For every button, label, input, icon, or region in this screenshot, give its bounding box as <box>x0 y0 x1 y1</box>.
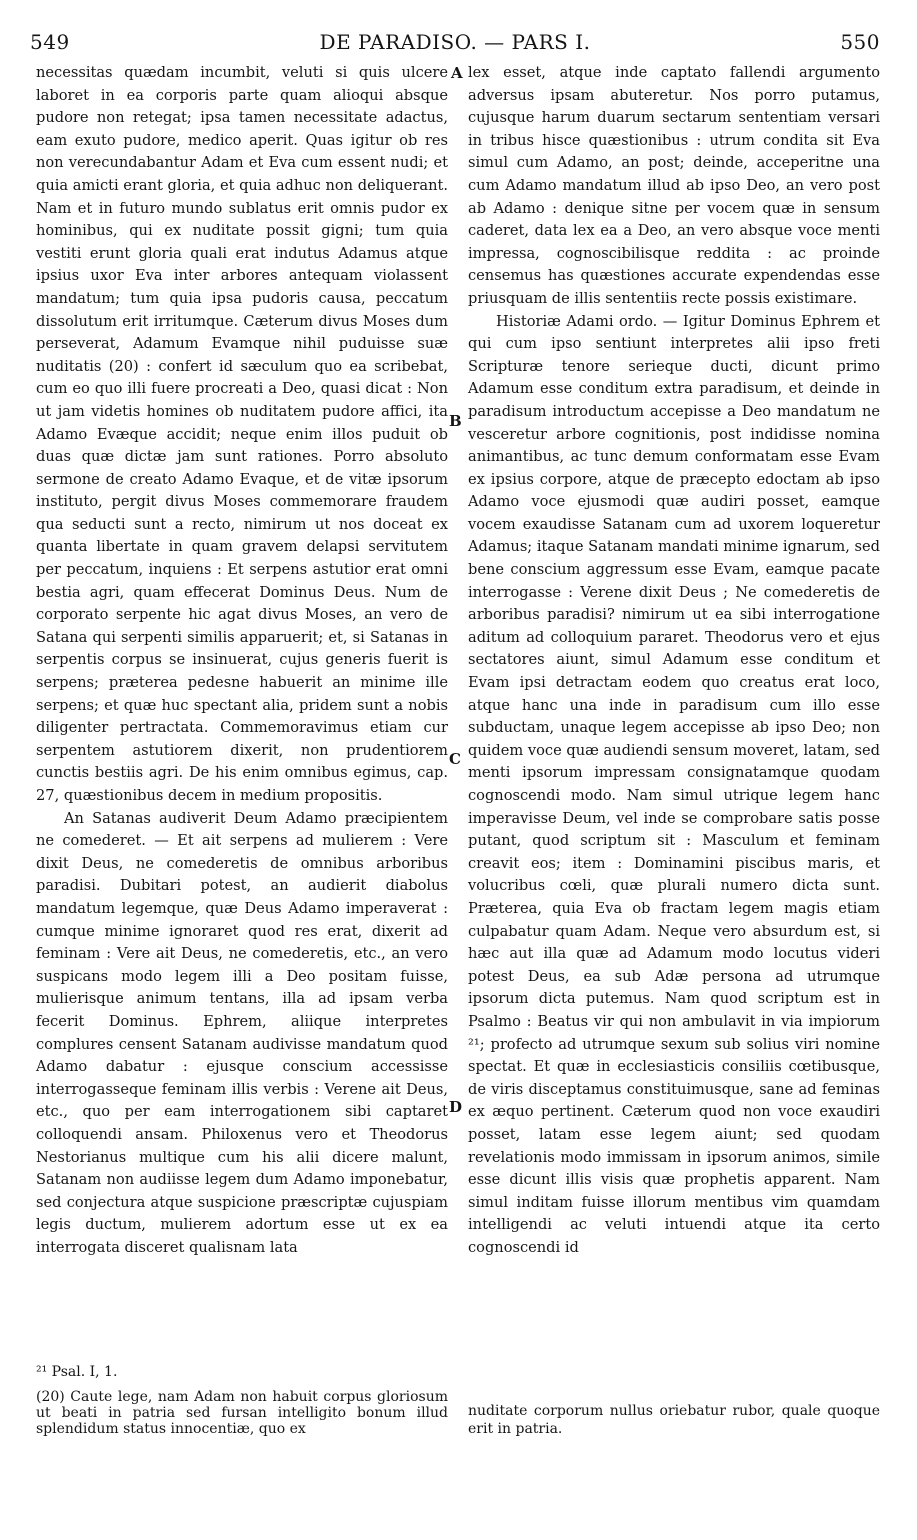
footnote-text: ²¹ Psal. I, 1. <box>36 1364 118 1380</box>
page-number-right: 550 <box>840 30 880 54</box>
running-title: DE PARADISO. — PARS I. <box>319 30 591 54</box>
right-paragraph-2: Historiæ Adami ordo. — Igitur Dominus Ephrem et qui cum ipso sentiunt interpretes alii ipso freti Scripturæ tenore serieque ducti, dicunt primo Adamum esse conditum extra paradisum, et deinde in paradisum introductum accepisse a Deo mandatum ne vesceretur arbore cognitionis, post indidisse nomina animantibus, ac tunc demum conformatam esse Evam ex ipsius corpore, atque de præcepto edoctam ab ipso Adamo voce ejusmodi quæ audiri posset, eamque vocem exaudisse Satanam cum ad uxorem loqueretur Adamus; itaque Satanam mandati minime ignarum, sed bene conscium aggressum esse Evam, eamque pacate interrogasse : Verene dixit Deus ; Ne comederetis de arboribus paradisi? nimirum ut ea sibi interrogatione aditum ad colloquium pararet. Theodorus vero et ejus sectatores aiunt, simul Adamum esse conditum et Evam ipsi detractam eodem quo creatus erat loco, atque hanc una inde in paradisum cum illo esse subductam, unaque legem accepisse ab ipso Deo; non quidem voce quæ audiendi sensum moveret, latam, sed menti ipsorum impressam consignatamque quodam cognoscendi modo. Nam simul utrique legem hanc imperavisse Deum, vel inde se comprobare satis posse putant, quod scriptum sit : Masculum et feminam creavit eos; item : Dominamini piscibus maris, et volucribus cœli, quæ plurali numero dicta sunt. Præterea, quia Eva ob fractam legem magis etiam culpabatur quam Adam. Neque vero absurdum est, si hæc aut illa quæ ad Adamum modo locutus videri potest Deus, ea sub Adæ persona ad utrumque ipsorum dicta putemus. Nam quod scriptum est in Psalmo : Beatus vir qui non ambulavit in via impiorum ²¹; profecto ad utrumque sexum sub solius viri nomine spectat. Et quæ in ecclesiasticis consiliis cœtibusque, de viris disceptamus constituimusque, sane ad feminas ex æquo pertinent. Cæterum quod non voce exaudiri posset, latam esse legem aiunt; sed quodam revelationis modo immissam in ipsorum animos, simile esse dicunt illis visis quæ prophetis apparent. Nam simul inditam fuisse illorum mentibus vim quamdam intelligendi ac veluti intuendi atque ita certo cognoscendi id <box>468 312 880 1256</box>
margin-marker-a: A <box>451 64 463 82</box>
right-paragraph-1: lex esset, atque inde captato fallendi argumento adversus ipsam abuteretur. Nos porro putamus, cujusque harum duarum sectarum sententiam versari in tribus hisce quæstionibus : utrum condita sit Eva simul cum Adamo, an post; deinde, acceperitne una cum Adamo mandatum illud ab ipso Deo, an vero post ab Adamo : denique sitne per vocem quæ in sensum caderet, data lex ea a Deo, an vero absque voce menti impressa, cognoscibilisque reddita : ac proinde censemus has quæstiones accurate expendendas esse priusquam de illis sententiis recte possis existimare. <box>468 64 880 307</box>
margin-marker-b: B <box>449 412 462 430</box>
margin-marker-c: C <box>449 750 461 768</box>
left-paragraph-2: An Satanas audiverit Deum Adamo præcipientem ne comederet. — Et ait serpens ad mulierem : Vere dixit Deus, ne comederetis de omnibus arboribus paradisi. Dubitari potest, an audierit diabolus mandatum legemque, quæ Deus Adamo imperaverat : cumque minime ignoraret quod res erat, dixerit ad feminam : Vere ait Deus, ne comederetis, etc., an vero suspicans modo legem illi a Deo positam fuisse, mulierisque animum tentans, illa ad ipsam verba fecerit Dominus. Ephrem, aliique interpretes complures censent Satanam audivisse mandatum quod Adamo dabatur : ejusque conscium accessisse interrogasseque feminam illis verbis : Verene ait Deus, etc., quo per eam interrogationem sibi captaret colloquendi ansam. Philoxenus vero et Theodorus Nestorianus multique cum his alii dicere malunt, Satanam non audiisse legem dum Adamo imponebatur, sed conjectura atque suspicione præscriptæ cujuspiam legis ductum, mulierem adortum esse ut ex ea interrogata disceret qualisnam lata <box>36 809 448 1256</box>
editor-note-right-text: nuditate corporum nullus oriebatur rubor, quale quoque erit in patria. <box>468 1403 880 1437</box>
left-paragraph-1: necessitas quædam incumbit, veluti si quis ulcere laboret in ea corporis parte quam alioqui absque pudore non retegat; ipsa tamen necessitate adactus, eam exuto pudore, medico aperit. Quas igitur ob res non verecundabantur Adam et Eva cum essent nudi; et quia amicti erant gloria, et quia adhuc non deliquerant. Nam et in futuro mundo sublatus erit omnis pudor ex hominibus, qui ex nuditate possit gigni; tum quia vestiti erunt gloria quali erat indutus Adamus atque ipsius uxor Eva inter arbores antequam violassent mandatum; tum quia ipsa pudoris causa, peccatum dissolutum erit irritumque. Cæterum divus Moses dum perseverat, Adamum Evamque nihil puduisse suæ nuditatis (20) : confert id sæculum quo ea scribebat, cum eo quo illi fuere procreati a Deo, quasi dicat : Non ut jam videtis homines ob nuditatem pudore affici, ita Adamo Evæque accidit; neque enim illos puduit ob duas quæ dictæ jam sunt rationes. Porro absoluto sermone de creato Adamo Evaque, et de vitæ ipsorum instituto, pergit divus Moses commemorare fraudem qua seducti sunt a recto, nimirum ut nos doceat ex quanta libertate in quam gravem delapsi servitutem per peccatum, inquiens : Et serpens astutior erat omni bestia agri, quam effecerat Dominus Deus. Num de corporato serpente hic agat divus Moses, an vero de Satana qui serpenti similis apparuerit; et, si Satanas in serpentis corpus se insinuerat, cujus generis fuerit is serpens; præterea pedesne habuerit an minime ille serpens; et quæ huc spectant alia, pridem sunt a nobis diligenter pertractata. Commemoravimus etiam cur serpentem astutiorem dixerit, non prudentiorem cunctis bestiis agri. De his enim omnibus egimus, cap. 27, quæstionibus decem in medium propositis. <box>36 64 448 804</box>
margin-marker-d: D <box>449 1098 463 1116</box>
editor-note-left <box>36 1389 448 1437</box>
editor-note-left-text: (20) Caute lege, nam Adam non habuit corpus gloriosum ut beati in patria sed fursan intelligito bonum illud splendidum status innocentiæ, quo ex <box>36 1389 448 1437</box>
right-column <box>468 62 880 1259</box>
page-number-left: 549 <box>30 30 70 54</box>
running-header <box>30 30 880 60</box>
editor-note-right <box>468 1402 880 1438</box>
left-column <box>36 62 448 1259</box>
footnote <box>36 1362 448 1382</box>
